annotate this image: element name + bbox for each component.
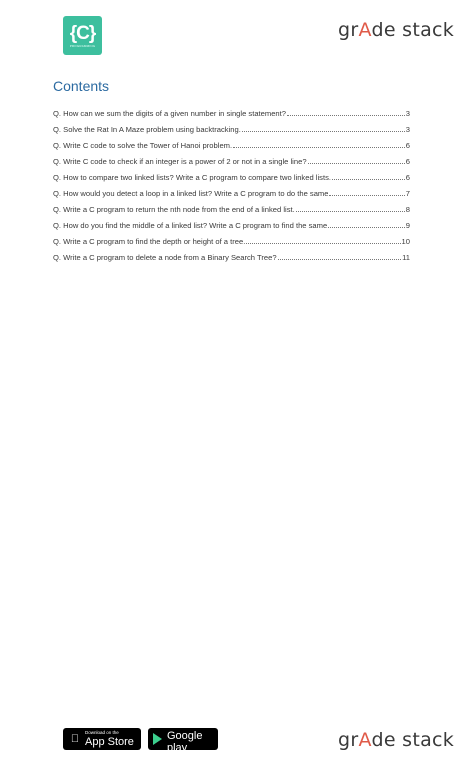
toc-item-text: Q. Solve the Rat In A Maze problem using backtracking. (53, 125, 241, 134)
toc-item-text: Q. How to compare two linked lists? Write a C program to compare two linked lists. (53, 173, 331, 182)
toc-item[interactable] (53, 221, 410, 237)
toc-item-page: 8 (405, 205, 410, 214)
brand-accent: A (358, 19, 372, 41)
toc-leader (328, 227, 405, 228)
toc-item[interactable] (53, 237, 410, 253)
gradestack-logo-top (338, 19, 454, 41)
toc-item-page: 3 (405, 109, 410, 118)
c-logo-subtext: PROGRAMMING (69, 43, 96, 48)
app-store-big-text: App Store (85, 736, 134, 748)
brand-part2: de stack (371, 19, 455, 41)
toc-item-text: Q. Write C code to solve the Tower of Hanoi problem. (53, 141, 233, 150)
toc-item-page: 6 (405, 141, 410, 150)
toc-leader (278, 259, 402, 260)
toc-item-text: Q. Write a C program to return the nth node from the end of a linked list. (53, 205, 295, 214)
google-play-small-text: GET IT ON (167, 724, 190, 729)
toc-item-page: 7 (405, 189, 410, 198)
toc-leader (246, 243, 400, 244)
contents-heading: Contents (53, 78, 110, 94)
toc-leader (308, 163, 405, 164)
toc-item[interactable] (53, 189, 410, 205)
toc-item[interactable] (53, 141, 410, 157)
toc-item-text: Q. How do you find the middle of a linked list? Write a C program to find the same (53, 221, 328, 230)
c-programming-logo (63, 16, 102, 55)
brand-part1: gr (338, 19, 359, 41)
toc-item-page: 10 (401, 237, 410, 246)
toc-leader (329, 195, 404, 196)
toc-item-page: 6 (405, 173, 410, 182)
toc-item[interactable] (53, 109, 410, 125)
toc-item[interactable] (53, 125, 410, 141)
brand-part1: gr (338, 729, 359, 751)
toc-item[interactable] (53, 173, 410, 189)
toc-item-text: Q. Write a C program to find the depth or height of a tree. (53, 237, 246, 246)
toc-leader (296, 211, 405, 212)
brand-part2: de stack (371, 729, 455, 751)
toc-item[interactable] (53, 253, 410, 269)
apple-icon (67, 733, 83, 745)
toc-item-page: 11 (402, 253, 410, 262)
google-play-big-text: Google play (167, 730, 203, 754)
toc-item-text: Q. How can we sum the digits of a given number in single statement? (53, 109, 286, 118)
app-store-small-text: Download on the (85, 730, 119, 735)
gradestack-logo-bottom (338, 729, 454, 751)
toc-item-page: 9 (405, 221, 410, 230)
google-play-badge[interactable] (148, 724, 218, 754)
app-store-badge[interactable] (63, 728, 141, 750)
toc-item-text: Q. Write C code to check if an integer is a power of 2 or not in a single line? (53, 157, 307, 166)
toc-item[interactable] (53, 157, 410, 173)
c-logo-glyph: {C} (69, 22, 96, 44)
toc-leader (242, 131, 405, 132)
toc-leader (332, 179, 405, 180)
toc-item-text: Q. Write a C program to delete a node from a Binary Search Tree? (53, 253, 277, 262)
toc-item-page: 6 (405, 157, 410, 166)
google-play-icon (153, 733, 162, 745)
brand-accent: A (358, 729, 372, 751)
table-of-contents (53, 109, 410, 269)
toc-item-text: Q. How would you detect a loop in a linked list? Write a C program to do the same (53, 189, 329, 198)
toc-leader (233, 147, 405, 148)
toc-item-page: 3 (405, 125, 410, 134)
toc-leader (287, 115, 405, 116)
toc-item[interactable] (53, 205, 410, 221)
